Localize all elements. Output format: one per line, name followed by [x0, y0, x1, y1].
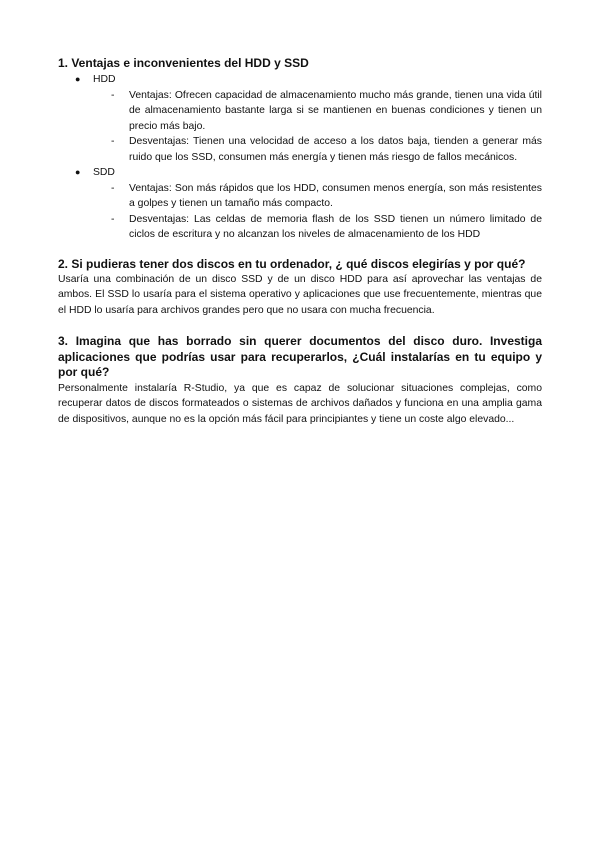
- list-item-label: SDD: [93, 167, 115, 178]
- sublist-item: [93, 181, 542, 212]
- section-3-heading: 3. Imagina que has borrado sin querer documentos del disco duro. Investiga aplicaciones que podrías usar para recuperarlos, ¿Cuál instalarías en tu equipo y por qué?: [58, 334, 542, 379]
- section-1-heading: 1. Ventajas e inconvenientes del HDD y SSD: [58, 56, 309, 70]
- dash-icon: -: [111, 182, 115, 194]
- section-2-answer: Usaría una combinación de un disco SSD y de un disco HDD para así aprovechar las ventajas de ambos. El SSD lo usaría para el sistema operativo y aplicaciones que use frecuentemente, mientras que el HDD lo usaría para archivos grandes pero que no usara con mucha frecuencia.: [58, 273, 542, 316]
- sublist-item: [93, 88, 542, 135]
- bullet-icon: ●: [75, 167, 81, 177]
- sublist-item-text: Desventajas: Las celdas de memoria flash de los SSD tienen un número limitado de ciclos de escritura y no alcanzan los niveles de almacenamiento de los HDD: [129, 213, 542, 240]
- list-item-label: HDD: [93, 74, 116, 85]
- sdd-sublist: [93, 181, 542, 243]
- sublist-item-text: Ventajas: Ofrecen capacidad de almacenamiento mucho más grande, tienen una vida útil de almacenamiento bastante larga si se mantienen en buenas condiciones y tienen un precio más bajo.: [129, 89, 542, 132]
- section-3-answer: Personalmente instalaría R-Studio, ya que es capaz de solucionar situaciones complejas, como recuperar datos de discos formateados o sistemas de archivos dañados y funciona en una amplia gama de dispositivos, aunque no es la opción más fácil para principiantes y tiene un coste algo elevado...: [58, 382, 542, 425]
- list-item-sdd: [58, 165, 542, 243]
- sublist-item: [93, 134, 542, 165]
- sublist-item: [93, 212, 542, 243]
- section-2-heading: 2. Si pudieras tener dos discos en tu ordenador, ¿ qué discos elegirías y por qué?: [58, 256, 526, 271]
- sublist-item-text: Ventajas: Son más rápidos que los HDD, consumen menos energía, son más resistentes a golpes y tienen un tamaño más compacto.: [129, 182, 542, 209]
- list-item-hdd: [58, 72, 542, 165]
- dash-icon: -: [111, 136, 115, 147]
- sublist-item-text: Desventajas: Tienen una velocidad de acceso a los datos baja, tienden a generar más ruido que los SSD, consumen más energía y tienen más riesgo de fallos mecánicos.: [129, 136, 542, 163]
- document-body: [58, 56, 542, 427]
- dash-icon: -: [111, 213, 115, 225]
- section-1-list: [58, 72, 542, 243]
- dash-icon: -: [111, 89, 115, 101]
- bullet-icon: ●: [75, 74, 81, 84]
- hdd-sublist: [93, 88, 542, 166]
